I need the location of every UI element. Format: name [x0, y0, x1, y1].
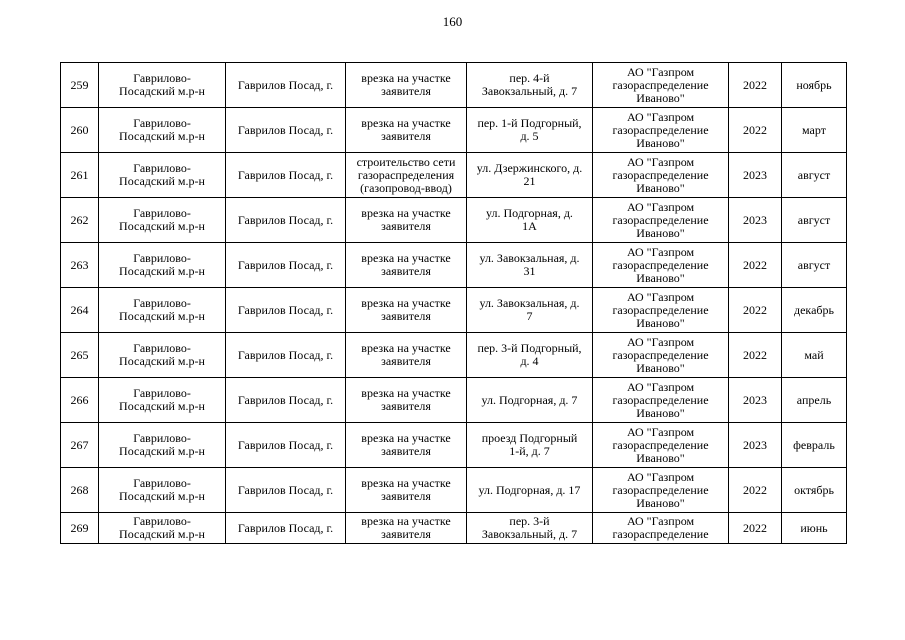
page-number: 160 [442, 14, 463, 29]
cell-district: Гаврилово- Посадский м.р-н [99, 153, 226, 198]
cell-organization: АО "Газпром газораспределение Иваново" [593, 288, 729, 333]
cell-district: Гаврилово- Посадский м.р-н [99, 423, 226, 468]
cell-address: ул. Завокзальная, д. 7 [467, 288, 593, 333]
cell-year: 2022 [729, 63, 782, 108]
cell-month: март [782, 108, 847, 153]
cell-address: ул. Завокзальная, д. 31 [467, 243, 593, 288]
cell-address: ул. Дзержинского, д. 21 [467, 153, 593, 198]
cell-district: Гаврилово- Посадский м.р-н [99, 108, 226, 153]
cell-number: 268 [61, 468, 99, 513]
cell-organization: АО "Газпром газораспределение Иваново" [593, 198, 729, 243]
cell-month: февраль [782, 423, 847, 468]
cell-address: пер. 4-й Завокзальный, д. 7 [467, 63, 593, 108]
table-row [61, 378, 847, 423]
cell-number: 262 [61, 198, 99, 243]
cell-month: май [782, 333, 847, 378]
cell-year: 2022 [729, 108, 782, 153]
cell-month: октябрь [782, 468, 847, 513]
cell-month: декабрь [782, 288, 847, 333]
cell-year: 2022 [729, 333, 782, 378]
table-row [61, 423, 847, 468]
cell-month: июнь [782, 513, 847, 544]
cell-number: 259 [61, 63, 99, 108]
cell-organization: АО "Газпром газораспределение Иваново" [593, 333, 729, 378]
cell-organization: АО "Газпром газораспределение Иваново" [593, 153, 729, 198]
cell-city: Гаврилов Посад, г. [226, 333, 346, 378]
cell-number: 260 [61, 108, 99, 153]
cell-work-type: врезка на участке заявителя [346, 63, 467, 108]
cell-district: Гаврилово- Посадский м.р-н [99, 468, 226, 513]
cell-work-type: врезка на участке заявителя [346, 108, 467, 153]
cell-address: пер. 1-й Подгорный, д. 5 [467, 108, 593, 153]
cell-year: 2022 [729, 468, 782, 513]
cell-address: пер. 3-й Подгорный, д. 4 [467, 333, 593, 378]
cell-city: Гаврилов Посад, г. [226, 468, 346, 513]
cell-number: 264 [61, 288, 99, 333]
cell-month: август [782, 153, 847, 198]
cell-year: 2023 [729, 378, 782, 423]
table-row [61, 243, 847, 288]
cell-address: ул. Подгорная, д. 1А [467, 198, 593, 243]
cell-number: 267 [61, 423, 99, 468]
cell-number: 261 [61, 153, 99, 198]
cell-number: 269 [61, 513, 99, 544]
cell-work-type: врезка на участке заявителя [346, 468, 467, 513]
cell-city: Гаврилов Посад, г. [226, 63, 346, 108]
cell-work-type: врезка на участке заявителя [346, 423, 467, 468]
cell-organization: АО "Газпром газораспределение Иваново" [593, 243, 729, 288]
cell-city: Гаврилов Посад, г. [226, 153, 346, 198]
cell-year: 2023 [729, 198, 782, 243]
cell-address: ул. Подгорная, д. 7 [467, 378, 593, 423]
cell-year: 2022 [729, 243, 782, 288]
cell-city: Гаврилов Посад, г. [226, 288, 346, 333]
table-row [61, 468, 847, 513]
cell-work-type: врезка на участке заявителя [346, 333, 467, 378]
cell-district: Гаврилово- Посадский м.р-н [99, 378, 226, 423]
cell-year: 2022 [729, 513, 782, 544]
cell-address: проезд Подгорный 1-й, д. 7 [467, 423, 593, 468]
cell-address: ул. Подгорная, д. 17 [467, 468, 593, 513]
table-row [61, 333, 847, 378]
cell-year: 2023 [729, 423, 782, 468]
cell-month: август [782, 243, 847, 288]
cell-organization [593, 513, 729, 544]
cell-organization: АО "Газпром газораспределение Иваново" [593, 378, 729, 423]
cell-number: 265 [61, 333, 99, 378]
cell-city: Гаврилов Посад, г. [226, 423, 346, 468]
cell-month: ноябрь [782, 63, 847, 108]
cell-work-type: врезка на участке заявителя [346, 243, 467, 288]
table-row [61, 198, 847, 243]
cell-work-type: строительство сети газораспределения (газопровод-ввод) [346, 153, 467, 198]
cell-organization: АО "Газпром газораспределение Иваново" [593, 423, 729, 468]
cell-city: Гаврилов Посад, г. [226, 108, 346, 153]
cell-work-type: врезка на участке заявителя [346, 378, 467, 423]
cell-number: 266 [61, 378, 99, 423]
cell-organization: АО "Газпром газораспределение Иваново" [593, 108, 729, 153]
cell-city: Гаврилов Посад, г. [226, 378, 346, 423]
table-row [61, 108, 847, 153]
cell-district: Гаврилово- Посадский м.р-н [99, 63, 226, 108]
cell-city: Гаврилов Посад, г. [226, 513, 346, 544]
cell-year: 2022 [729, 288, 782, 333]
table-row [61, 513, 847, 544]
cell-month: апрель [782, 378, 847, 423]
cell-work-type: врезка на участке заявителя [346, 198, 467, 243]
cell-city: Гаврилов Посад, г. [226, 198, 346, 243]
cell-organization-text: АО "Газпром газораспределение [612, 515, 709, 541]
cell-number: 263 [61, 243, 99, 288]
cell-district: Гаврилово- Посадский м.р-н [99, 333, 226, 378]
cell-district: Гаврилово- Посадский м.р-н [99, 198, 226, 243]
cell-address: пер. 3-й Завокзальный, д. 7 [467, 513, 593, 544]
cell-district: Гаврилово- Посадский м.р-н [99, 288, 226, 333]
data-table [60, 62, 847, 544]
cell-month: август [782, 198, 847, 243]
cell-year: 2023 [729, 153, 782, 198]
cell-work-type: врезка на участке заявителя [346, 288, 467, 333]
table-row [61, 63, 847, 108]
cell-district: Гаврилово- Посадский м.р-н [99, 243, 226, 288]
cell-city: Гаврилов Посад, г. [226, 243, 346, 288]
table-row [61, 153, 847, 198]
cell-work-type: врезка на участке заявителя [346, 513, 467, 544]
table-row [61, 288, 847, 333]
cell-organization: АО "Газпром газораспределение Иваново" [593, 468, 729, 513]
cell-organization: АО "Газпром газораспределение Иваново" [593, 63, 729, 108]
cell-district: Гаврилово- Посадский м.р-н [99, 513, 226, 544]
